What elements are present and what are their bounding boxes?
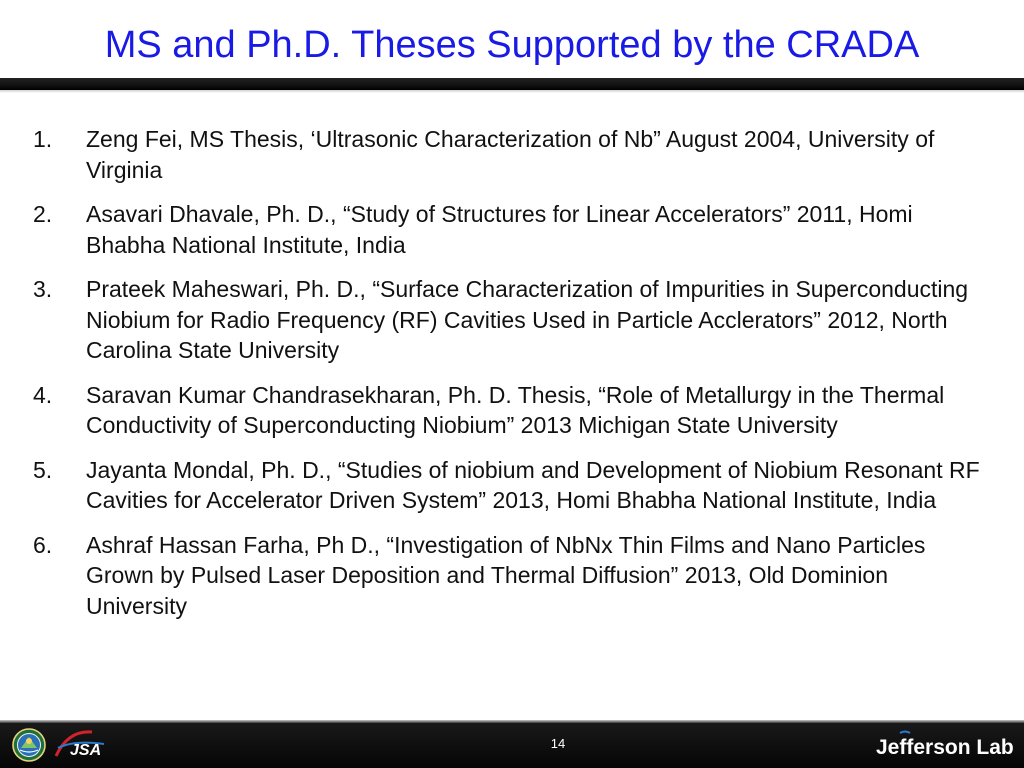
list-item <box>0 455 1024 516</box>
list-item-number: 4. <box>33 381 53 408</box>
list-item <box>0 380 1024 441</box>
list-item-number: 5. <box>33 456 53 483</box>
title-divider <box>0 78 1024 90</box>
list-item-text: Zeng Fei, MS Thesis, ‘Ultrasonic Characterization of Nb” August 2004, University of Virginia <box>86 126 935 183</box>
list-item-text: Saravan Kumar Chandrasekharan, Ph. D. Thesis, “Role of Metallurgy in the Thermal Conductivity of Superconducting Niobium” 2013 Michigan State University <box>86 381 945 438</box>
list-item-text: Asavari Dhavale, Ph. D., “Study of Structures for Linear Accelerators” 2011, Homi Bhabha National Institute, India <box>86 201 913 258</box>
list-item-text: Jayanta Mondal, Ph. D., “Studies of niobium and Development of Niobium Resonant RF Cavities for Accelerator Driven System” 2013, Homi Bhabha National Institute, India <box>86 456 980 513</box>
list-item-number: 3. <box>33 276 53 302</box>
footer-bar <box>0 720 1024 768</box>
list-item <box>0 124 1024 185</box>
slide-title: MS and Ph.D. Theses Supported by the CRADA <box>104 24 920 66</box>
theses-list <box>0 124 1024 635</box>
footer-sheen <box>0 720 1024 723</box>
title-bar <box>0 0 1024 78</box>
jsa-logo <box>52 726 108 764</box>
list-item <box>0 274 1024 366</box>
list-item <box>0 530 1024 622</box>
list-item-number: 6. <box>33 531 53 558</box>
jefferson-lab-logo-text: Jefferson Lab <box>876 736 1014 759</box>
list-item-number: 1. <box>33 126 53 152</box>
jefferson-lab-logo <box>872 730 1018 762</box>
jsa-logo-text: JSA <box>70 742 102 759</box>
page-number: 14 <box>550 736 566 751</box>
list-item-text: Ashraf Hassan Farha, Ph D., “Investigation of NbNx Thin Films and Nano Particles Grown by Pulsed Laser Deposition and Thermal Diffusion” 2013, Old Dominion University <box>86 531 926 619</box>
doe-seal-icon <box>12 728 46 762</box>
list-item-text: Prateek Maheswari, Ph. D., “Surface Characterization of Impurities in Superconducting Niobium for Radio Frequency (RF) Cavities Used in Particle Acclerators” 2012, North Carolina State University <box>86 276 969 363</box>
list-item-number: 2. <box>33 201 53 227</box>
list-item <box>0 199 1024 260</box>
